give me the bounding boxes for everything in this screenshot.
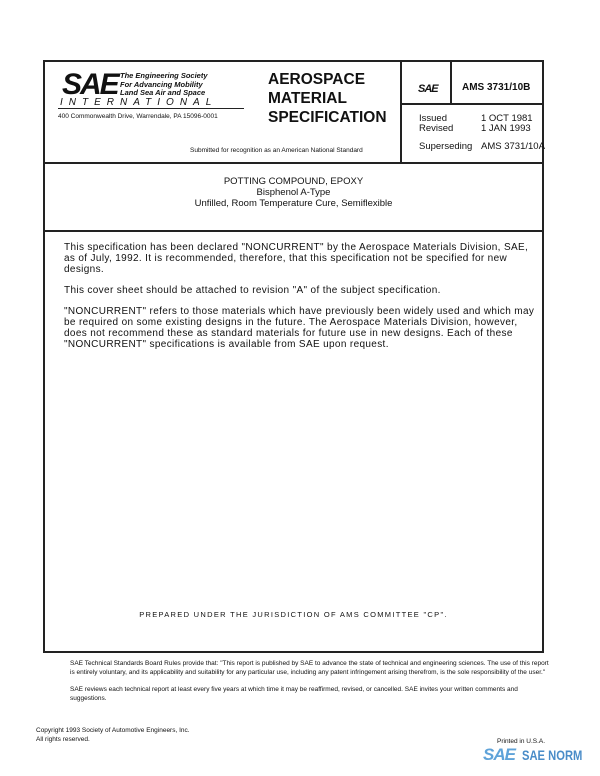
sae-small-logo: SAE	[418, 83, 438, 95]
divider	[400, 103, 542, 105]
doc-number: AMS 3731/10B	[462, 82, 531, 93]
watermark-logo: SAE	[483, 745, 515, 764]
paragraph: This cover sheet should be attached to revision "A" of the subject specification.	[64, 285, 441, 296]
copyright	[36, 727, 190, 744]
tagline-line: Land Sea Air and Space	[120, 88, 206, 97]
paragraph: SAE reviews each technical report at least every five years at which time it may be reaffirmed, revised, or cancelled. SAE invites your written comments and suggestions.	[70, 686, 518, 702]
rights-line: All rights reserved.	[36, 735, 90, 743]
headline-line: AEROSPACE	[268, 71, 366, 88]
divider	[400, 60, 402, 162]
international-label: INTERNATIONAL	[60, 97, 218, 108]
title-line: POTTING COMPOUND, EPOXY	[223, 176, 364, 187]
footer-notes	[70, 660, 550, 712]
superseding-label: Superseding	[419, 141, 473, 152]
sae-tagline	[120, 72, 208, 98]
tagline-line: The Engineering Society	[120, 71, 208, 80]
divider	[450, 60, 452, 103]
submitted-note: Submitted for recognition as an American National Standard	[190, 147, 363, 154]
divider	[58, 108, 244, 109]
address: 400 Commonwealth Drive, Warrendale, PA 15096-0001	[58, 113, 218, 120]
sae-logo: SAE	[62, 68, 118, 101]
issued-label: Issued	[419, 113, 447, 124]
spec-title	[45, 176, 542, 209]
date-block	[419, 114, 545, 152]
paragraph: This specification has been declared "NONCURRENT" by the Aerospace Materials Division, SAE, as of July, 1992. It is recommended, therefore, that this specification not be specified for new designs.	[64, 242, 529, 275]
revised-label: Revised	[419, 123, 454, 134]
revised-date: 1 JAN 1993	[481, 123, 531, 134]
paragraph: "NONCURRENT" refers to those materials which have previously been widely used and which may be required on some existing designs in the future. The Aerospace Materials Division, however, does not recommend these as standard materials for future use in new designs. Each of these "NONCURRENT" specifications is available from SAE upon request.	[64, 306, 535, 350]
title-line: Bisphenol A-Type	[256, 187, 331, 198]
issued-date: 1 OCT 1981	[481, 113, 533, 124]
divider	[43, 162, 542, 164]
headline-line: SPECIFICATION	[268, 109, 387, 126]
headline	[268, 70, 387, 127]
paragraph: SAE Technical Standards Board Rules provide that: "This report is published by SAE to advance the state of technical and engineering sciences. The use of this report is entirely voluntary, and its applicability and suitability for any particular use, including any patent infringement arising therefrom, is the sole responsibility of the user."	[70, 660, 549, 676]
body-text	[64, 242, 539, 360]
tagline-line: For Advancing Mobility	[120, 79, 203, 89]
divider	[43, 230, 542, 232]
watermark-text: SAE NORM	[522, 747, 583, 763]
printed-note: Printed in U.S.A.	[497, 738, 546, 745]
copyright-line: Copyright 1993 Society of Automotive Engineers, Inc.	[36, 727, 190, 734]
superseding-value: AMS 3731/10A	[481, 141, 545, 152]
headline-line: MATERIAL	[268, 90, 347, 107]
prepared-note: PREPARED UNDER THE JURISDICTION OF AMS COMMITTEE "CP".	[139, 610, 448, 619]
title-line: Unfilled, Room Temperature Cure, Semiflexible	[194, 198, 393, 209]
